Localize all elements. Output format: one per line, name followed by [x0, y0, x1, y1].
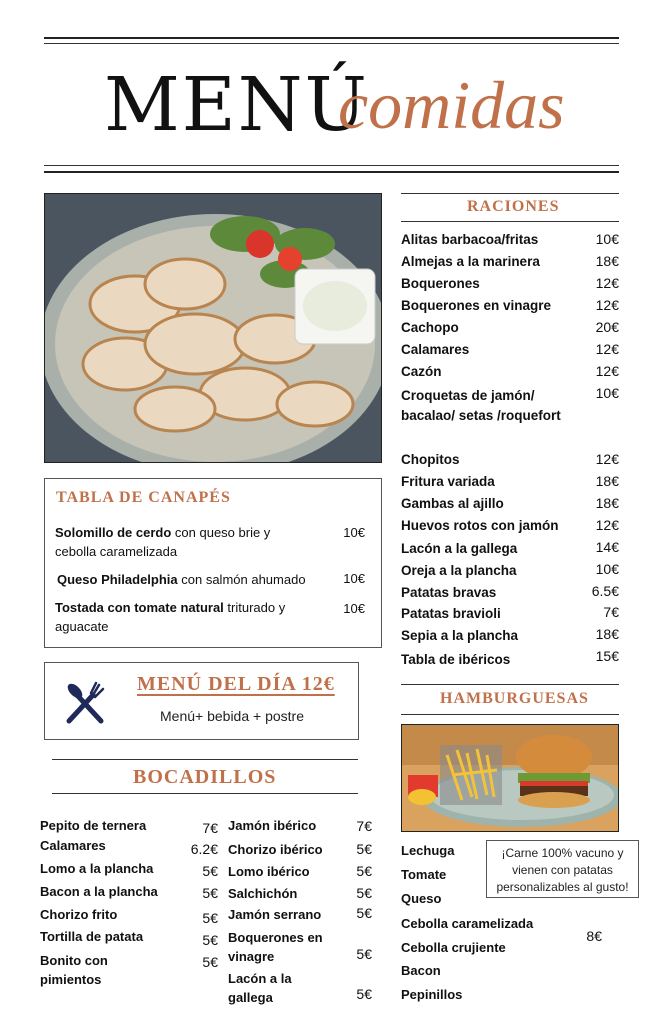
bocadillos-bottom-rule: [52, 793, 358, 794]
racion-item-price: 14€: [595, 539, 619, 555]
bocadillo-item-price: 5€: [356, 841, 372, 857]
bocadillo-item-price: 7€: [202, 820, 218, 836]
menu-del-dia-title: MENÚ DEL DÍA 12€: [137, 673, 335, 695]
canapes-heading: TABLA DE CANAPÉS: [56, 489, 231, 506]
bocadillo-item-name: Lacón a la gallega: [228, 971, 292, 1005]
racion-item-name: Tabla de ibéricos: [401, 652, 511, 667]
racion-item-name: Patatas bravioli: [401, 606, 501, 621]
cutlery-icon: [63, 681, 107, 725]
page-subtitle: comidas: [338, 67, 565, 143]
header-bottom-rule: [44, 171, 619, 173]
racion-item-price: 10€: [595, 385, 619, 401]
canapes-box: [44, 478, 382, 648]
canapes-item: [55, 523, 315, 561]
bocadillo-item-price: 6.2€: [190, 841, 218, 857]
hamburguesa-note-text: ¡Carne 100% vacuno y vienen con patatas personalizables al gusto!: [496, 846, 629, 894]
racion-item-price: 18€: [595, 626, 619, 642]
bocadillo-item-name: Calamares: [40, 838, 106, 853]
bocadillo-item-name: Chorizo frito: [40, 907, 118, 922]
bocadillo-item-price: 5€: [202, 932, 218, 948]
racion-item-price: 12€: [595, 341, 619, 357]
canapes-item-name: Tostada con tomate natural: [55, 600, 224, 615]
racion-item-name: Fritura variada: [401, 474, 495, 489]
racion-item-price: 20€: [595, 319, 619, 335]
racion-item-name: Boquerones en vinagre: [401, 298, 552, 313]
canapes-item-name: Solomillo de cerdo: [55, 525, 172, 540]
bocadillos-top-rule: [52, 759, 358, 760]
bocadillo-item-name: Chorizo ibérico: [228, 842, 323, 857]
bocadillo-item-name: Bonito con pimientos: [40, 953, 108, 987]
bocadillo-item-price: 5€: [202, 910, 218, 926]
topping-item: Queso: [401, 891, 442, 906]
racion-item-price: 12€: [595, 297, 619, 313]
page-title: MENÚ: [104, 62, 369, 148]
canapes-item-price: 10€: [343, 571, 365, 586]
bocadillo-item-price: 5€: [356, 905, 372, 921]
racion-item-price: 10€: [595, 561, 619, 577]
bocadillo-item-name: Jamón ibérico: [228, 818, 317, 833]
racion-item-name: Gambas al ajillo: [401, 496, 504, 511]
racion-item-name: Sepia a la plancha: [401, 628, 519, 643]
racion-item-name: Alitas barbacoa/fritas: [401, 232, 539, 247]
racion-item-name: Patatas bravas: [401, 585, 497, 600]
calamares-photo: [44, 193, 382, 463]
bocadillo-item-name: Bacon a la plancha: [40, 884, 158, 899]
racion-item-name: Cazón: [401, 364, 442, 379]
topping-item: Cebolla caramelizada: [401, 916, 534, 931]
raciones-heading: RACIONES: [467, 198, 560, 215]
header-top-rule: [44, 37, 619, 39]
canapes-item-desc: con salmón ahumado: [177, 572, 306, 587]
bocadillos-heading: BOCADILLOS: [133, 766, 277, 788]
bocadillo-item-price: 5€: [356, 986, 372, 1002]
racion-item-price: 10€: [595, 231, 619, 247]
header-bottom-rule-thin: [44, 165, 619, 166]
racion-item-price: 18€: [595, 473, 619, 489]
topping-item: Tomate: [401, 867, 447, 882]
racion-item-name: Boquerones: [401, 276, 480, 291]
bocadillo-item-name: Lomo a la plancha: [40, 861, 154, 876]
raciones-top-rule: [401, 193, 619, 194]
racion-item-name: Croquetas de jamón/ bacalao/ setas /roquefort: [401, 388, 561, 423]
bocadillo-item-name: Tortilla de patata: [40, 929, 144, 944]
raciones-bottom-rule: [401, 221, 619, 222]
menu-del-dia-box: [44, 662, 359, 740]
canapes-item-desc: triturado y aguacate: [55, 600, 286, 634]
hamburguesas-top-rule: [401, 684, 619, 685]
racion-item-price: 18€: [595, 495, 619, 511]
header-top-rule-thin: [44, 43, 619, 44]
canapes-item-price: 10€: [343, 601, 365, 616]
hamburguesas-bottom-rule: [401, 714, 619, 715]
canapes-item: [55, 598, 315, 636]
topping-item: Lechuga: [401, 843, 455, 858]
hamburguesa-price: 8€: [586, 928, 602, 944]
racion-item-name: Lacón a la gallega: [401, 541, 518, 556]
topping-item: Bacon: [401, 963, 441, 978]
bocadillo-item-price: 7€: [356, 818, 372, 834]
racion-item-name: Oreja a la plancha: [401, 563, 517, 578]
canapes-item-desc: con queso brie y cebolla caramelizada: [55, 525, 271, 559]
bocadillo-item-price: 5€: [202, 863, 218, 879]
bocadillo-item-name: Salchichón: [228, 886, 298, 901]
bocadillo-item-name: Boquerones en vinagre: [228, 930, 323, 964]
topping-item: Cebolla crujiente: [401, 940, 506, 955]
racion-item-price: 12€: [595, 275, 619, 291]
racion-item-price: 12€: [595, 363, 619, 379]
racion-item-name: Huevos rotos con jamón: [401, 518, 559, 533]
hamburguesas-heading: HAMBURGUESAS: [440, 690, 589, 707]
bocadillo-item-price: 5€: [202, 885, 218, 901]
racion-item-name: Cachopo: [401, 320, 459, 335]
racion-item-price: 18€: [595, 253, 619, 269]
bocadillo-item-name: Lomo ibérico: [228, 864, 310, 879]
racion-item-name: Calamares: [401, 342, 470, 357]
racion-item-price: 12€: [595, 517, 619, 533]
canapes-item-name: Queso Philadelphia: [57, 572, 178, 587]
topping-item: Pepinillos: [401, 987, 463, 1002]
bocadillo-item-price: 5€: [356, 863, 372, 879]
racion-item-name: Chopitos: [401, 452, 460, 467]
bocadillo-item-price: 5€: [356, 885, 372, 901]
racion-item-price: 12€: [595, 451, 619, 467]
bocadillo-item-name: Pepito de ternera: [40, 818, 147, 833]
racion-item-price: 15€: [595, 648, 619, 664]
bocadillo-item-price: 5€: [202, 954, 218, 970]
canapes-item-price: 10€: [343, 525, 365, 540]
canapes-item: [57, 570, 327, 589]
racion-item-price: 7€: [603, 604, 619, 620]
hamburguesa-photo: [401, 724, 619, 832]
bocadillo-item-price: 5€: [356, 946, 372, 962]
hamburguesa-note: [486, 840, 639, 898]
bocadillo-item-name: Jamón serrano: [228, 907, 322, 922]
racion-item-price: 6.5€: [591, 583, 619, 599]
racion-item-name: Almejas a la marinera: [401, 254, 540, 269]
menu-del-dia-subtitle: Menú+ bebida + postre: [160, 708, 304, 724]
